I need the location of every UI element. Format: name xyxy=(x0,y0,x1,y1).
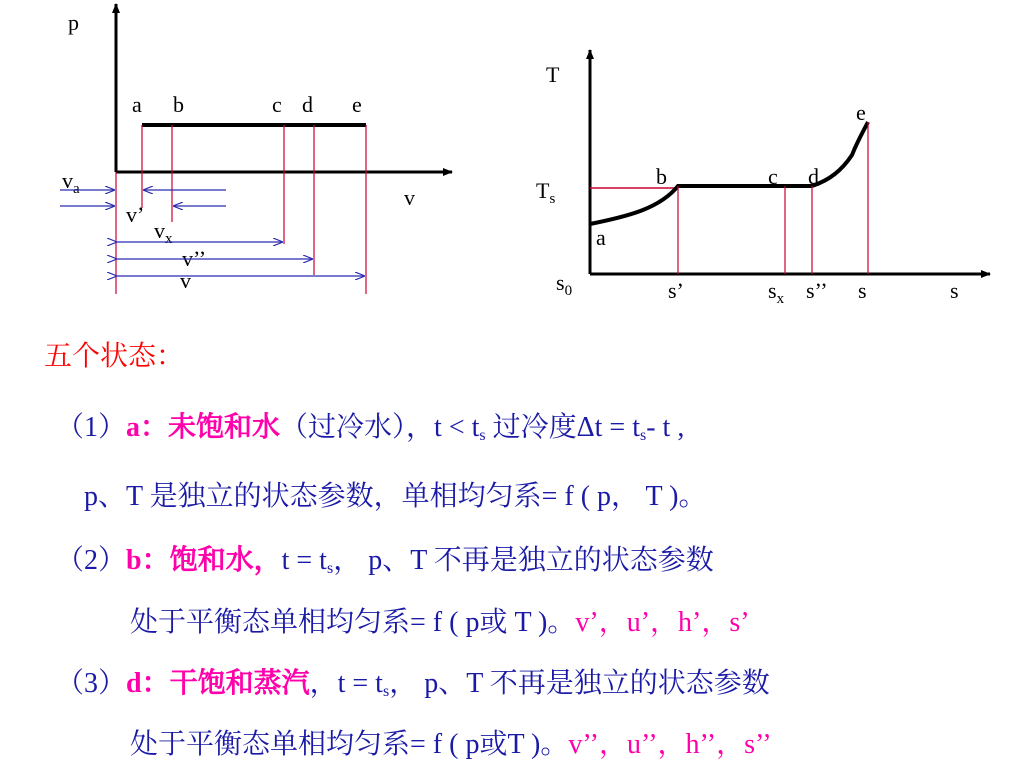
s0-label: $s_0$ xyxy=(556,270,573,299)
line-3-t2: ， p、T 不再是独立的状态参数 xyxy=(333,545,714,576)
heading: 五个状态： xyxy=(44,341,185,372)
line-1-sub2: s xyxy=(640,427,647,444)
line-1-key: a：未饱和水 xyxy=(126,412,281,443)
va-label: $v_a$ xyxy=(62,168,80,197)
v-range-label: v xyxy=(180,268,191,293)
line-1-t1: t < t xyxy=(434,412,480,443)
line-2: p、T 是独立的状态参数，单相均匀系= f ( p， T )。 xyxy=(84,481,707,512)
ts-point-c: c xyxy=(768,164,778,189)
line-3-key: b：饱和水， xyxy=(126,545,282,576)
point-b-label: b xyxy=(173,92,184,117)
ts-point-d: d xyxy=(808,164,819,189)
line-6-text: 处于平衡态单相均匀系= f ( p或T )。 xyxy=(130,729,569,760)
line-5 xyxy=(56,666,770,710)
s-label: s xyxy=(858,278,867,303)
line-5-t1: ，t = t xyxy=(309,668,383,699)
ts-point-a: a xyxy=(596,225,606,250)
line-1-t3: - t , xyxy=(646,412,685,443)
line-6 xyxy=(130,727,772,763)
ts-diagram xyxy=(530,0,1010,310)
vprime-label: v’ xyxy=(126,202,145,227)
ts-curve xyxy=(590,122,868,224)
line-4-text: 处于平衡态单相均匀系= f ( p或 T )。 xyxy=(130,607,576,638)
Ts-label: $T_s$ xyxy=(536,178,556,207)
line-5-sub1: s xyxy=(382,683,390,700)
ts-point-e: e xyxy=(856,100,866,125)
line-5-key: d：干饱和蒸汽 xyxy=(126,668,310,699)
sdprime-label: s’’ xyxy=(806,278,828,303)
vx-label: $v_x$ xyxy=(154,218,173,247)
point-d-label: d xyxy=(302,92,313,117)
line-1 xyxy=(56,410,684,454)
line-1-sub1: s xyxy=(479,427,486,444)
ts-point-b: b xyxy=(656,164,667,189)
line-4 xyxy=(130,605,750,641)
line-1-number: （1） xyxy=(56,412,127,443)
line-3 xyxy=(56,543,714,587)
vdprime-label: v’’ xyxy=(182,246,207,271)
line-6-props: v’’，u’’，h’’，s’’ xyxy=(568,729,772,760)
line-5-number: （3） xyxy=(56,668,127,699)
v-axis-label: v xyxy=(404,185,415,210)
line-3-sub1: s xyxy=(326,560,334,577)
point-c-label: c xyxy=(272,92,282,117)
sprime-label: s’ xyxy=(668,278,684,303)
point-e-label: e xyxy=(352,92,362,117)
sx-label: $s_x$ xyxy=(768,278,785,307)
pv-diagram xyxy=(0,0,520,310)
line-1-t2: 过冷度Δt = t xyxy=(485,412,640,443)
point-a-label: a xyxy=(132,92,142,117)
p-axis-label: p xyxy=(68,10,79,35)
line-4-props: v’，u’，h’，s’ xyxy=(575,607,750,638)
line-1-note: （过冷水）， xyxy=(280,412,435,443)
line-3-t1: t = t xyxy=(281,545,327,576)
s-axis-label: s xyxy=(950,278,959,303)
T-axis-label: T xyxy=(546,62,560,87)
line-5-t2: ， p、T 不再是独立的状态参数 xyxy=(389,668,770,699)
line-3-number: （2） xyxy=(56,545,127,576)
